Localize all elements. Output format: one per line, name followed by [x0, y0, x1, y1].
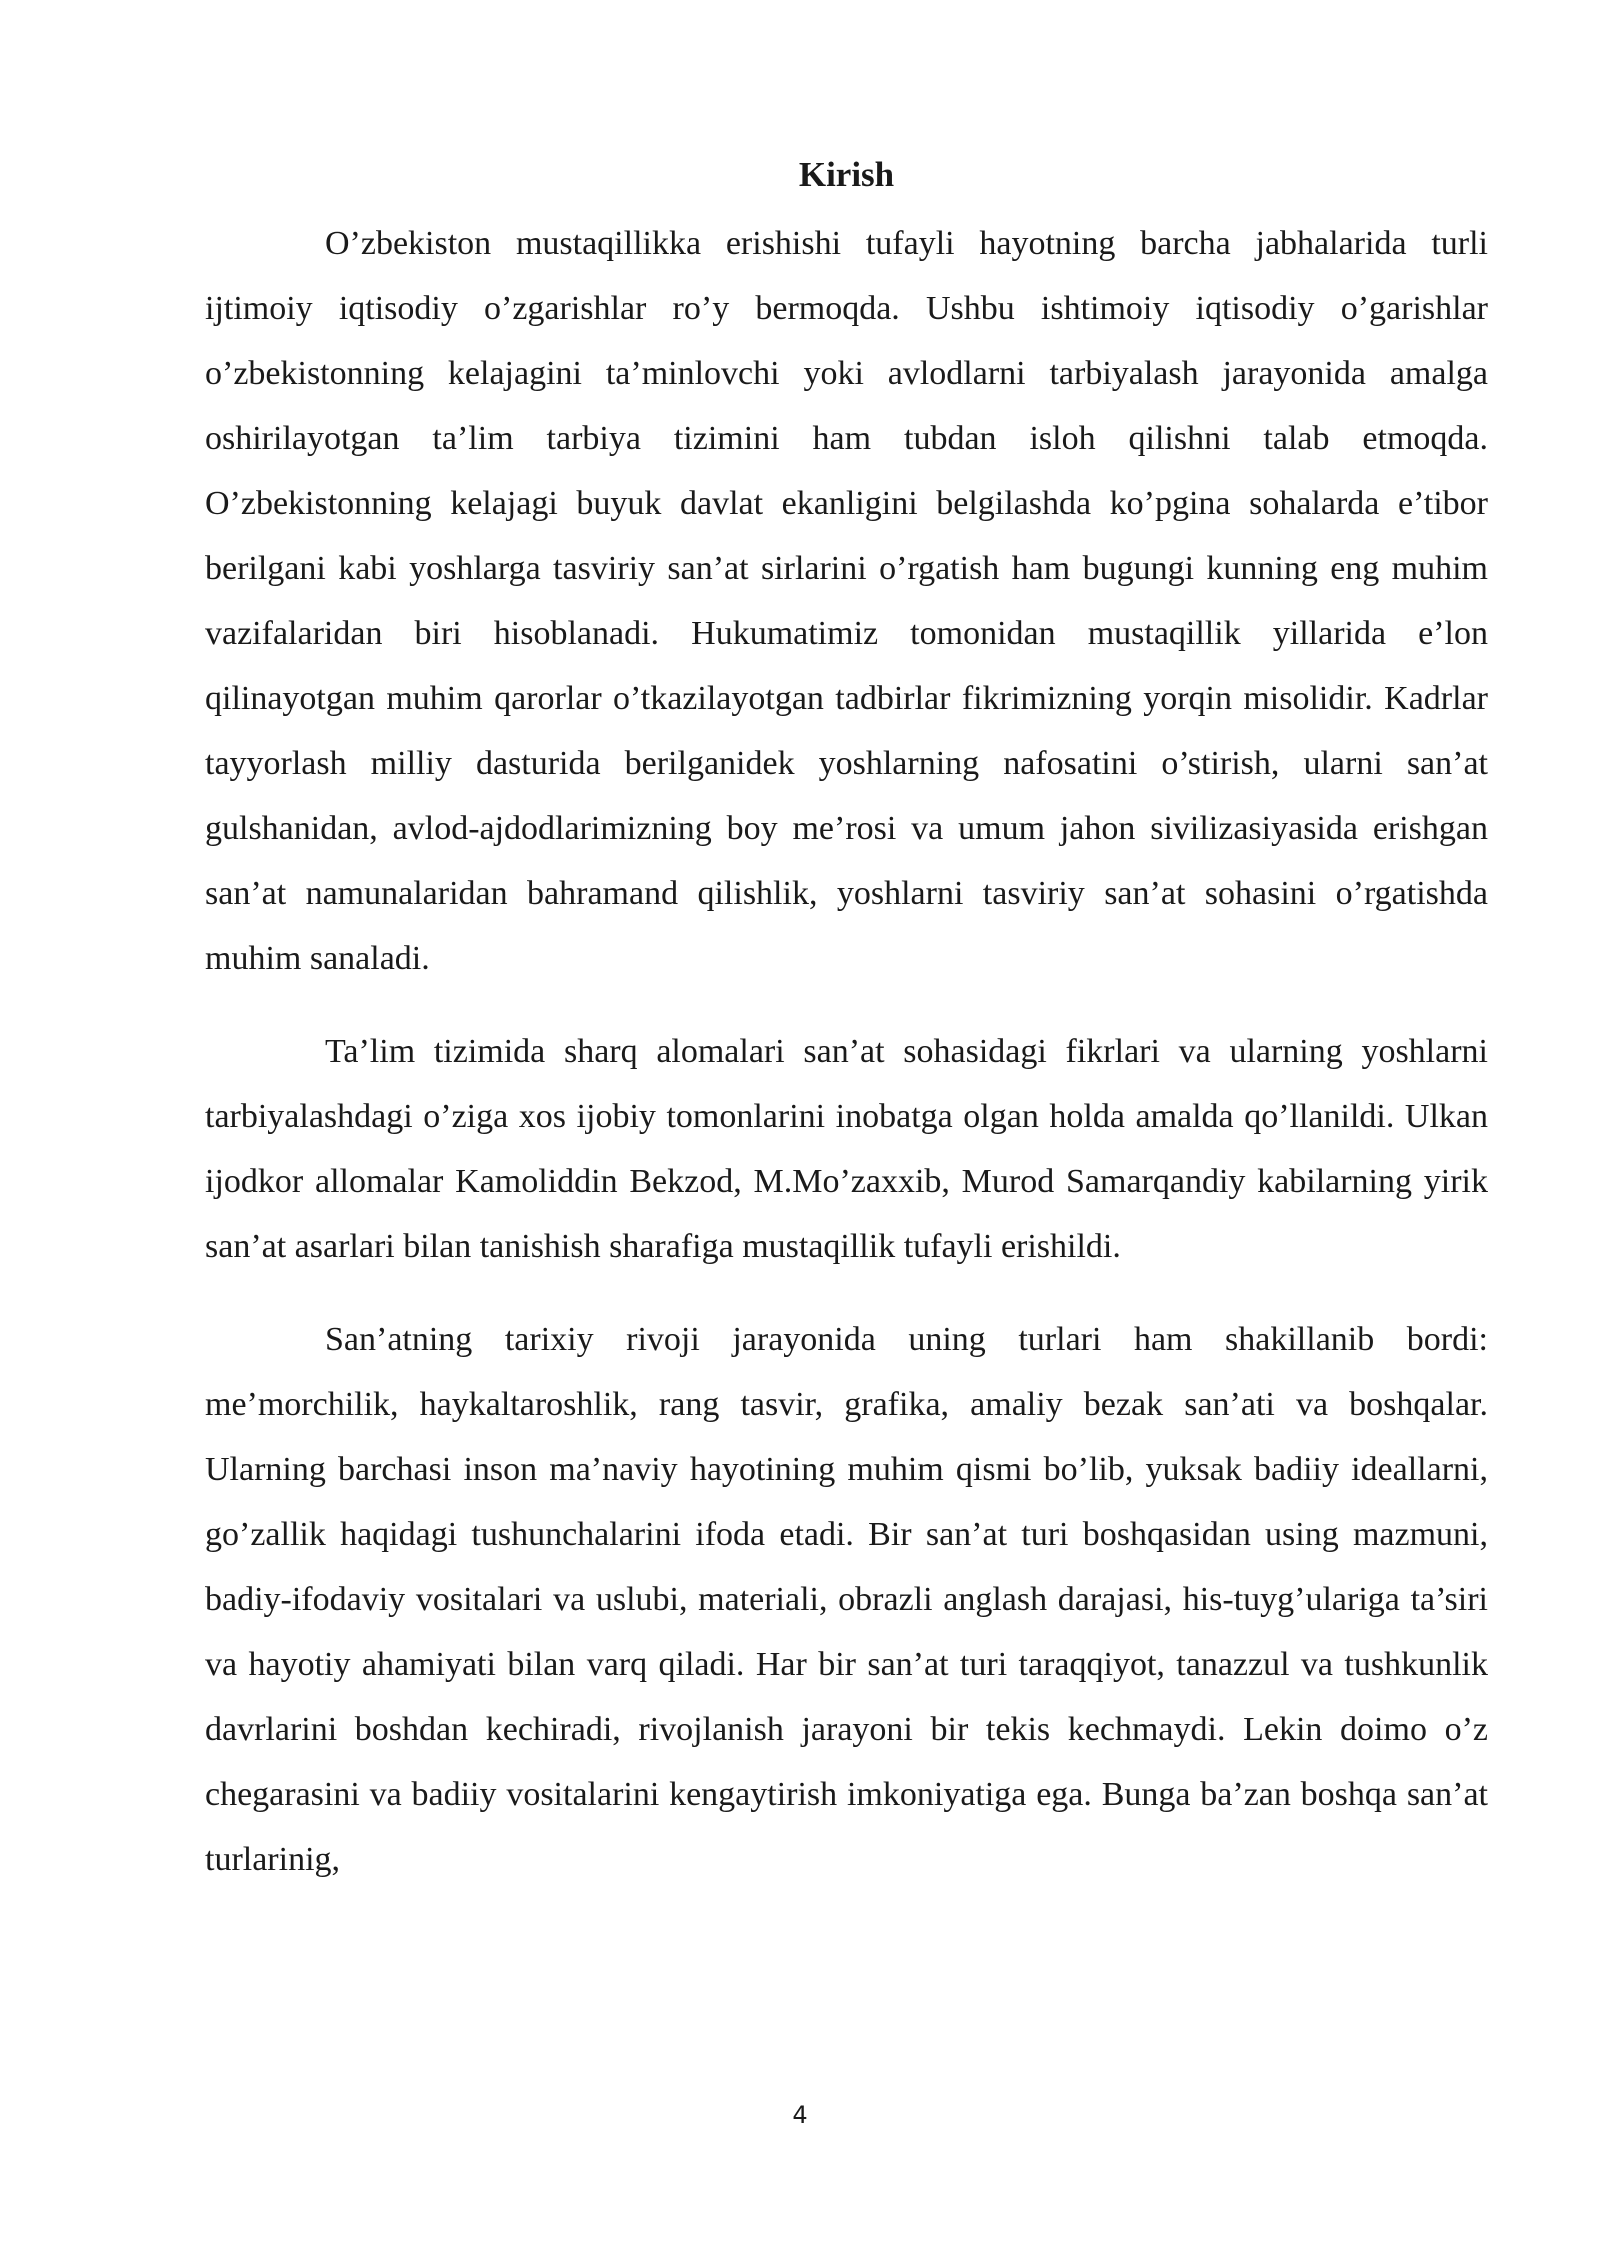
paragraph-1: O’zbekiston mustaqillikka erishishi tufayli hayotning barcha jabhalarida turli ijtimoiy iqtisodiy o’zgarishlar ro’y bermoqda. Ushbu ishtimoiy iqtisodiy o’garishlar o’zbekistonning kelajagini ta’minlovchi yoki avlodlarni tarbiyalash jarayonida amalga oshirilayotgan ta’lim tarbiya tizimini ham tubdan isloh qilishni talab etmoqda. O’zbekistonning kelajagi buyuk davlat ekanligini belgilashda ko’pgina sohalarda e’tibor berilgani kabi yoshlarga tasviriy san’at sirlarini o’rgatish ham bugungi kunning eng muhim vazifalaridan biri hisoblanadi. Hukumatimiz tomonidan mustaqillik yillarida e’lon qilinayotgan muhim qarorlar o’tkazilayotgan tadbirlar fikrimizning yorqin misolidir. Kadrlar tayyorlash milliy dasturida berilganidek yoshlarning nafosatini o’stirish, ularni san’at gulshanidan, avlod-ajdodlarimizning boy me’rosi va umum jahon sivilizasiyasida erishgan san’at namunalaridan bahramand qilishlik, yoshlarni tasviriy san’at sohasini o’rgatishda muhim sanaladi. — [205, 225, 1488, 977]
page-number: 4 — [792, 2101, 808, 2129]
paragraph-2: Ta’lim tizimida sharq alomalari san’at sohasidagi fikrlari va ularning yoshlarni tarbiyalashdagi o’ziga xos ijobiy tomonlarini inobatga olgan holda amalda qo’llanildi. Ulkan ijodkor allomalar Kamoliddin Bekzod, M.Mo’zaxxib, Murod Samarqandiy kabilarning yirik san’at asarlari bilan tanishish sharafiga mustaqillik tufayli erishildi. — [205, 1033, 1488, 1265]
paragraph-3: San’atning tarixiy rivoji jarayonida uning turlari ham shakillanib bordi: me’morchilik, haykaltaroshlik, rang tasvir, grafika, amaliy bezak san’ati va boshqalar. Ularning barchasi inson ma’naviy hayotining muhim qismi bo’lib, yuksak badiiy ideallarni, go’zallik haqidagi tushunchalarini ifoda etadi. Bir san’at turi boshqasidan using mazmuni, badiy-ifodaviy vositalari va uslubi, materiali, obrazli anglash darajasi, his-tuyg’ulariga ta’siri va hayotiy ahamiyati bilan varq qiladi. Har bir san’at turi taraqqiyot, tanazzul va tushkunlik davrlarini boshdan kechiradi, rivojlanish jarayoni bir tekis kechmaydi. Lekin doimo o’z chegarasini va badiiy vositalarini kengaytirish imkoniyatiga ega. Bunga ba’zan boshqa san’at turlarinig, — [205, 1321, 1488, 1878]
section-title: Kirish — [798, 155, 895, 194]
page-body — [205, 142, 1488, 1892]
